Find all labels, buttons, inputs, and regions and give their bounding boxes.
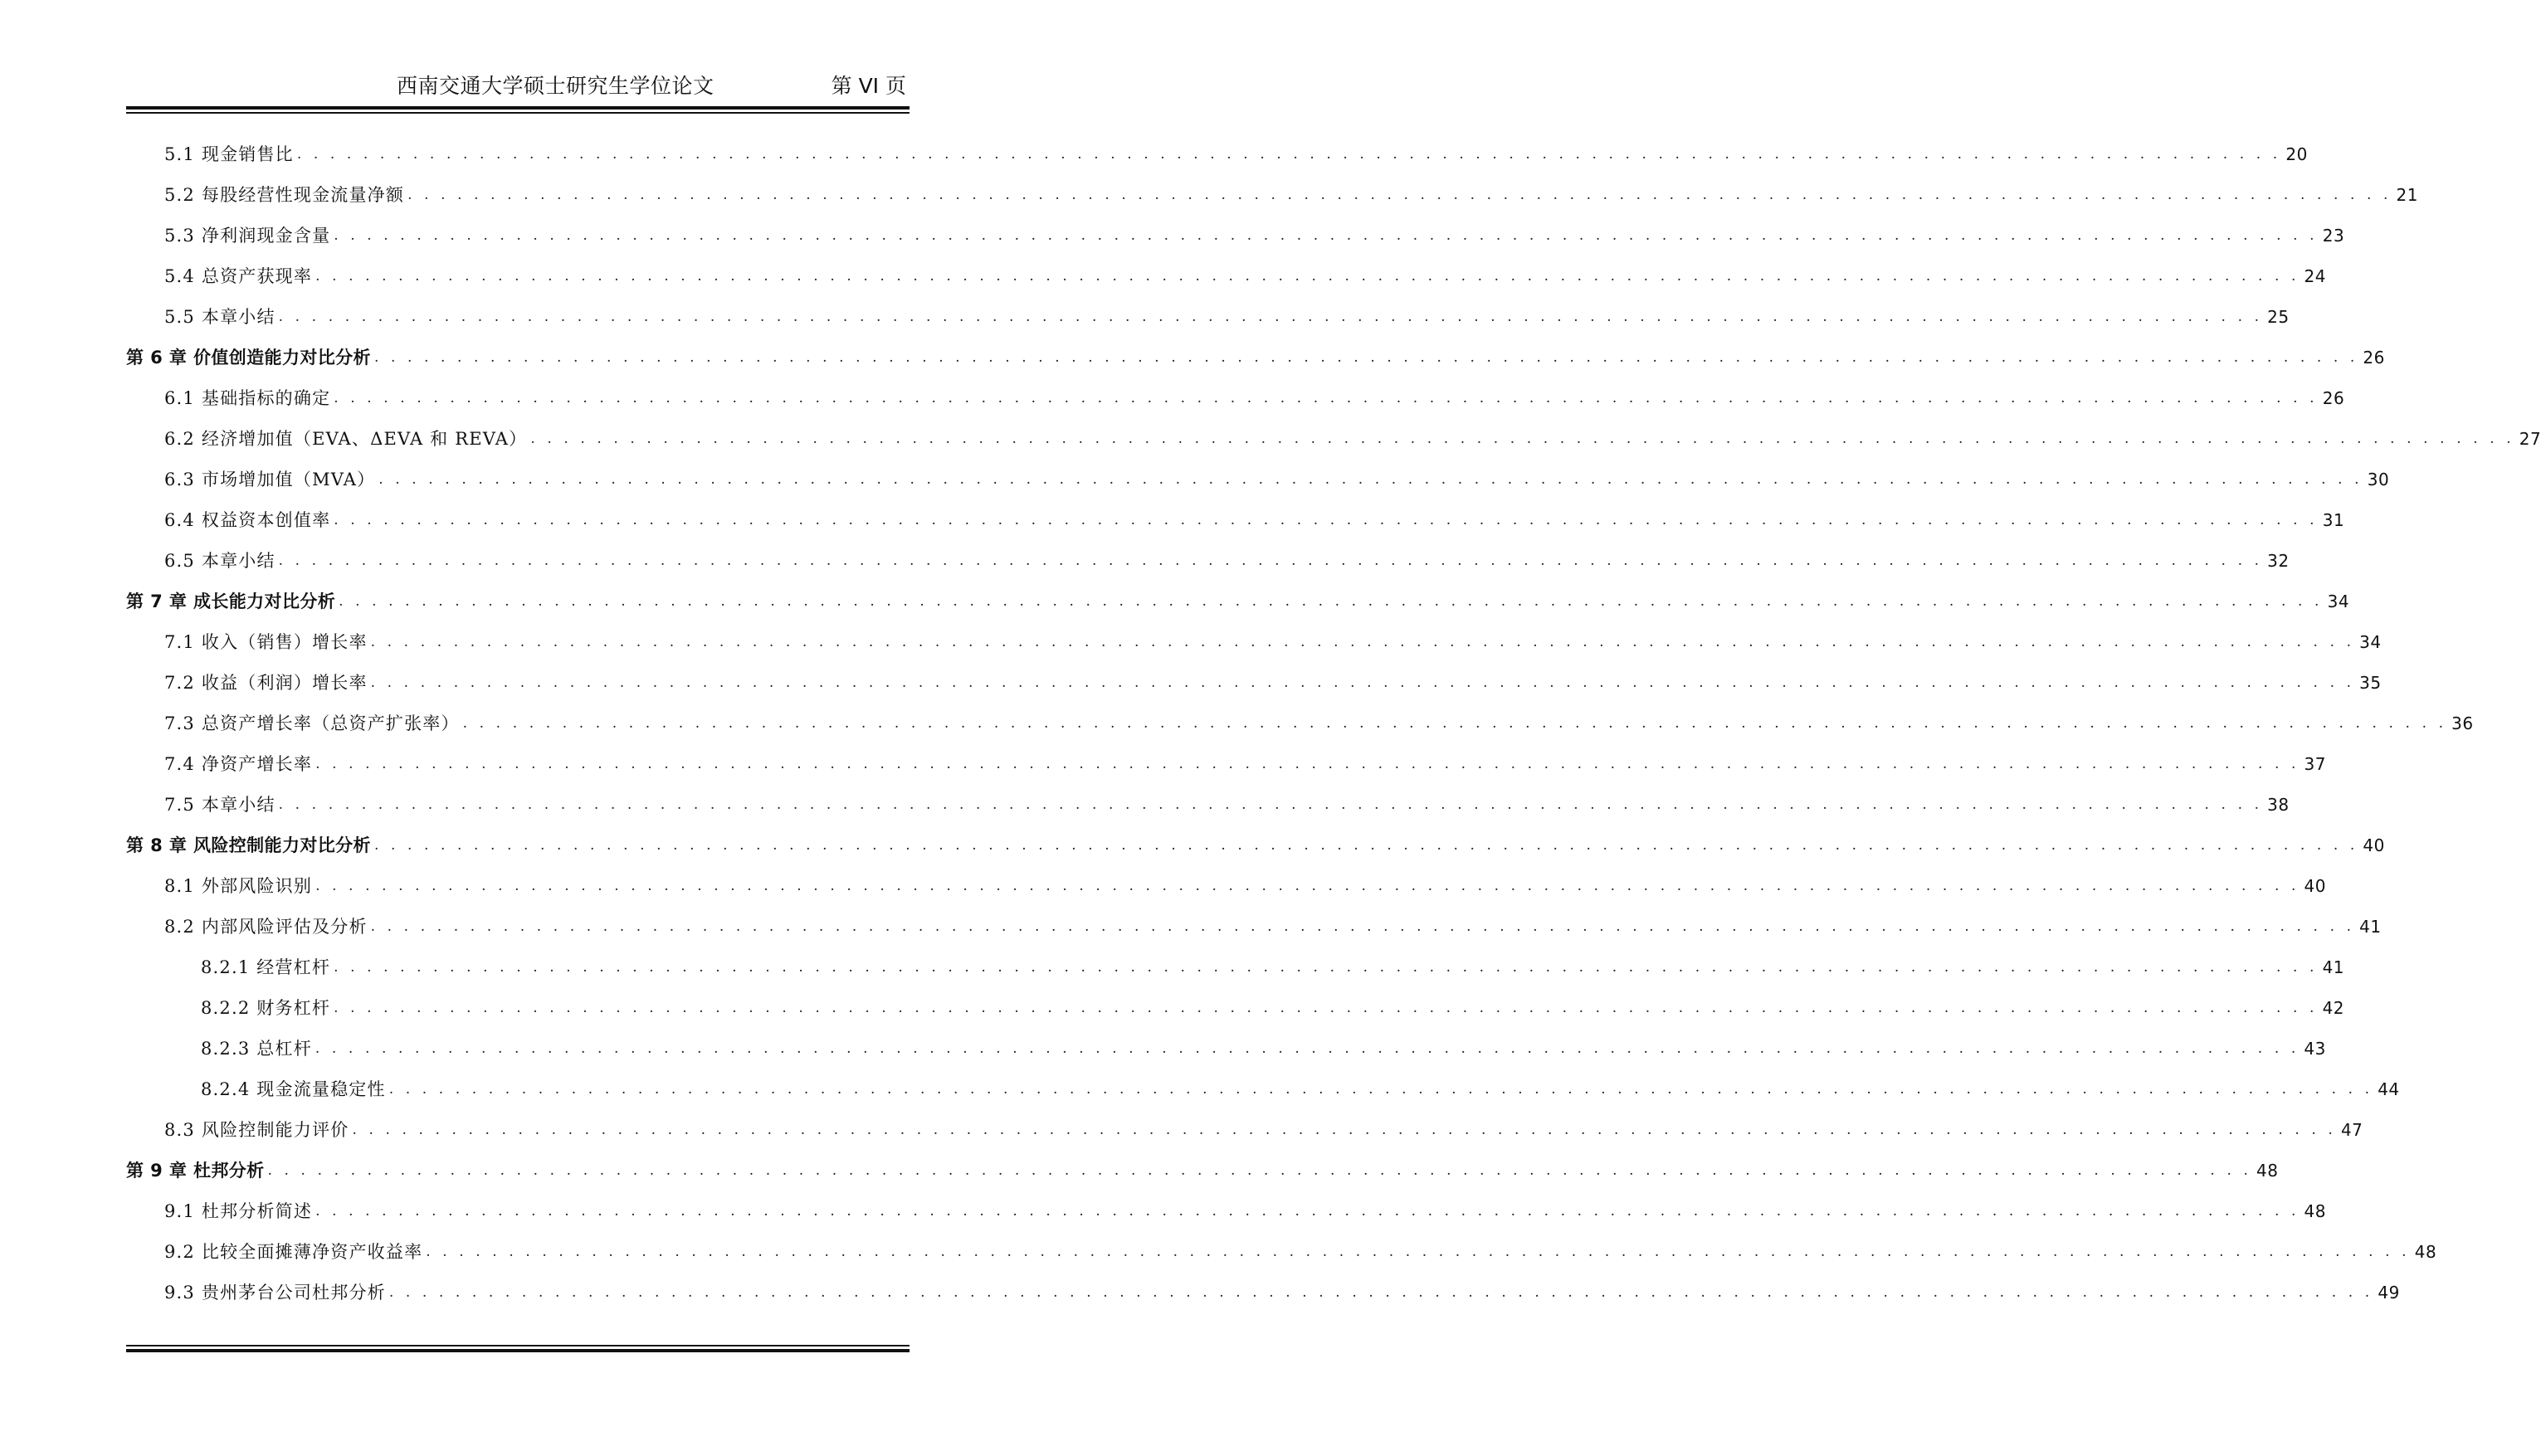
toc-subsubsection-entry[interactable] <box>126 1025 2326 1066</box>
toc-section-entry[interactable] <box>126 741 2326 782</box>
toc-entry-title: 第 8 章 风险控制能力对比分析 <box>126 835 371 855</box>
toc-entry-title: 第 7 章 成长能力对比分析 <box>126 592 336 611</box>
toc-dot-leader: . . . . . . . . . . . . . . . . . . . . . . . . . . . . . . . . . . . . . . . . . . . . . . . . . . . . . . . . . . . . . . . . . . . . . . . . . . . . . . . . . . . . . . . . . . . . . . . . . . . . . . . . . . . . . . . . . . . . . . . . <box>267 1162 2252 1179</box>
toc-page-number: 35 <box>2359 673 2382 693</box>
toc-page-number: 27 <box>2519 429 2541 449</box>
toc-entry-title: 8.2.3 总杠杆 <box>201 1039 312 1059</box>
toc-entry-title: 第 6 章 价值创造能力对比分析 <box>126 348 371 368</box>
toc-entry-title: 6.5 本章小结 <box>164 551 276 571</box>
toc-dot-leader: . . . . . . . . . . . . . . . . . . . . . . . . . . . . . . . . . . . . . . . . . . . . . . . . . . . . . . . . . . . . . . . . . . . . . . . . . . . . . . . . . . . . . . . . . . . . . . . . . . . . . . . . . . . . . . . . . . . . . . . . <box>334 959 2319 976</box>
toc-section-entry[interactable] <box>126 172 2418 212</box>
toc-section-entry[interactable] <box>126 1107 2363 1147</box>
toc-entry-title: 8.3 风险控制能力评价 <box>164 1120 349 1140</box>
header-rule-thick <box>126 106 910 110</box>
toc-section-entry[interactable] <box>126 497 2345 538</box>
toc-dot-leader: . . . . . . . . . . . . . . . . . . . . . . . . . . . . . . . . . . . . . . . . . . . . . . . . . . . . . . . . . . . . . . . . . . . . . . . . . . . . . . . . . . . . . . . . . . . . . . . . . . . . . . . . . . . . . . . . . . . . . . . . <box>334 1000 2319 1016</box>
toc-section-entry[interactable] <box>126 253 2326 294</box>
toc-section-entry[interactable] <box>126 294 2290 334</box>
toc-section-entry[interactable] <box>126 1188 2326 1229</box>
header-page-label: 第 VI 页 <box>831 74 906 98</box>
toc-dot-leader: . . . . . . . . . . . . . . . . . . . . . . . . . . . . . . . . . . . . . . . . . . . . . . . . . . . . . . . . . . . . . . . . . . . . . . . . . . . . . . . . . . . . . . . . . . . . . . . . . . . . . . . . . . . . . . . . . . . . . . . . <box>339 593 2324 610</box>
toc-page-number: 30 <box>2367 470 2390 489</box>
footer-rule-thin <box>126 1345 910 1346</box>
toc-page-number: 41 <box>2322 957 2345 977</box>
toc-page-number: 23 <box>2322 226 2345 246</box>
toc-dot-leader: . . . . . . . . . . . . . . . . . . . . . . . . . . . . . . . . . . . . . . . . . . . . . . . . . . . . . . . . . . . . . . . . . . . . . . . . . . . . . . . . . . . . . . . . . . . . . . . . . . . . . . . . . . . . . . . . . . . . . . . . <box>315 1203 2300 1220</box>
toc-entry-title: 7.3 总资产增长率（总资产扩张率） <box>164 713 460 733</box>
toc-page-number: 40 <box>2363 835 2385 855</box>
toc-section-entry[interactable] <box>126 416 2541 456</box>
toc-dot-leader: . . . . . . . . . . . . . . . . . . . . . . . . . . . . . . . . . . . . . . . . . . . . . . . . . . . . . . . . . . . . . . . . . . . . . . . . . . . . . . . . . . . . . . . . . . . . . . . . . . . . . . . . . . . . . . . . . . . . . . . . <box>334 512 2319 528</box>
toc-entry-title: 6.4 权益资本创值率 <box>164 510 331 530</box>
toc-subsubsection-entry[interactable] <box>126 985 2345 1025</box>
toc-page-number: 42 <box>2322 998 2345 1018</box>
toc-entry-title: 第 9 章 杜邦分析 <box>126 1161 265 1181</box>
toc-entry-title: 9.2 比较全面摊薄净资产收益率 <box>164 1242 423 1262</box>
toc-entry-title: 6.3 市场增加值（MVA） <box>164 470 376 489</box>
toc-section-entry[interactable] <box>126 131 2308 172</box>
toc-page-number: 32 <box>2267 551 2290 571</box>
toc-section-entry[interactable] <box>126 538 2290 578</box>
toc-page-number: 31 <box>2322 510 2345 530</box>
toc-page-number: 47 <box>2340 1120 2363 1140</box>
header-title: 西南交通大学硕士研究生学位论文 <box>397 74 715 98</box>
toc-dot-leader: . . . . . . . . . . . . . . . . . . . . . . . . . . . . . . . . . . . . . . . . . . . . . . . . . . . . . . . . . . . . . . . . . . . . . . . . . . . . . . . . . . . . . . . . . . . . . . . . . . . . . . . . . . . . . . . . . . . . . . . . <box>334 227 2319 244</box>
toc-page-number: 41 <box>2359 917 2382 937</box>
toc-entry-title: 5.2 每股经营性现金流量净额 <box>164 185 405 205</box>
toc-entry-title: 8.2.1 经营杠杆 <box>201 957 331 977</box>
toc-dot-leader: . . . . . . . . . . . . . . . . . . . . . . . . . . . . . . . . . . . . . . . . . . . . . . . . . . . . . . . . . . . . . . . . . . . . . . . . . . . . . . . . . . . . . . . . . . . . . . . . . . . . . . . . . . . . . . . . . . . . . . . . <box>370 918 2355 935</box>
toc-entry-title: 9.1 杜邦分析简述 <box>164 1201 313 1221</box>
footer-rule-thick <box>126 1349 910 1352</box>
toc-dot-leader: . . . . . . . . . . . . . . . . . . . . . . . . . . . . . . . . . . . . . . . . . . . . . . . . . . . . . . . . . . . . . . . . . . . . . . . . . . . . . . . . . . . . . . . . . . . . . . . . . . . . . . . . . . . . . . . . . . . . . . . . <box>373 349 2358 366</box>
toc-page-number: 25 <box>2267 307 2290 327</box>
toc-entry-title: 8.2.2 财务杠杆 <box>201 998 331 1018</box>
toc-dot-leader: . . . . . . . . . . . . . . . . . . . . . . . . . . . . . . . . . . . . . . . . . . . . . . . . . . . . . . . . . . . . . . . . . . . . . . . . . . . . . . . . . . . . . . . . . . . . . . . . . . . . . . . . . . . . . . . . . . . . . . . . <box>334 390 2319 407</box>
toc-dot-leader: . . . . . . . . . . . . . . . . . . . . . . . . . . . . . . . . . . . . . . . . . . . . . . . . . . . . . . . . . . . . . . . . . . . . . . . . . . . . . . . . . . . . . . . . . . . . . . . . . . . . . . . . . . . . . . . . . . . . . . . . <box>315 1040 2300 1057</box>
toc-dot-leader: . . . . . . . . . . . . . . . . . . . . . . . . . . . . . . . . . . . . . . . . . . . . . . . . . . . . . . . . . . . . . . . . . . . . . . . . . . . . . . . . . . . . . . . . . . . . . . . . . . . . . . . . . . . . . . . . . . . . . . . . <box>278 796 2263 813</box>
toc-page-number: 40 <box>2304 876 2326 896</box>
header-rule-thin <box>126 112 910 114</box>
toc-dot-leader: . . . . . . . . . . . . . . . . . . . . . . . . . . . . . . . . . . . . . . . . . . . . . . . . . . . . . . . . . . . . . . . . . . . . . . . . . . . . . . . . . . . . . . . . . . . . . . . . . . . . . . . . . . . . . . . . . . . . . . . . <box>426 1244 2411 1260</box>
toc-section-entry[interactable] <box>126 660 2382 700</box>
toc-entry-title: 8.1 外部风险识别 <box>164 876 313 896</box>
toc-page-number: 48 <box>2304 1201 2326 1221</box>
toc-page-number: 49 <box>2378 1283 2400 1303</box>
toc-page-number: 26 <box>2363 348 2385 368</box>
toc-entry-title: 7.5 本章小结 <box>164 795 276 815</box>
toc-entry-title: 5.3 净利润现金含量 <box>164 226 331 246</box>
toc-page-number: 48 <box>2256 1161 2279 1181</box>
toc-entry-title: 6.2 经济增加值（EVA、ΔEVA 和 REVA） <box>164 429 528 449</box>
toc-entry-title: 9.3 贵州茅台公司杜邦分析 <box>164 1283 386 1303</box>
table-of-contents <box>126 131 2541 1310</box>
toc-page-number: 21 <box>2396 185 2418 205</box>
toc-dot-leader: . . . . . . . . . . . . . . . . . . . . . . . . . . . . . . . . . . . . . . . . . . . . . . . . . . . . . . . . . . . . . . . . . . . . . . . . . . . . . . . . . . . . . . . . . . . . . . . . . . . . . . . . . . . . . . . . . . . . . . . . <box>352 1122 2337 1138</box>
toc-dot-leader: . . . . . . . . . . . . . . . . . . . . . . . . . . . . . . . . . . . . . . . . . . . . . . . . . . . . . . . . . . . . . . . . . . . . . . . . . . . . . . . . . . . . . . . . . . . . . . . . . . . . . . . . . . . . . . . . . . . . . . . . <box>370 674 2355 691</box>
toc-page-number: 26 <box>2322 388 2345 408</box>
toc-subsubsection-entry[interactable] <box>126 944 2345 985</box>
toc-page-number: 34 <box>2359 632 2382 652</box>
toc-dot-leader: . . . . . . . . . . . . . . . . . . . . . . . . . . . . . . . . . . . . . . . . . . . . . . . . . . . . . . . . . . . . . . . . . . . . . . . . . . . . . . . . . . . . . . . . . . . . . . . . . . . . . . . . . . . . . . . . . . . . . . . . <box>296 146 2281 163</box>
toc-page-number: 24 <box>2304 266 2326 286</box>
toc-page-number: 20 <box>2285 144 2308 164</box>
toc-chapter-entry[interactable] <box>126 334 2385 375</box>
toc-section-entry[interactable] <box>126 1269 2400 1310</box>
toc-dot-leader: . . . . . . . . . . . . . . . . . . . . . . . . . . . . . . . . . . . . . . . . . . . . . . . . . . . . . . . . . . . . . . . . . . . . . . . . . . . . . . . . . . . . . . . . . . . . . . . . . . . . . . . . . . . . . . . . . . . . . . . . <box>315 268 2300 285</box>
toc-section-entry[interactable] <box>126 456 2390 497</box>
running-header <box>126 71 910 105</box>
toc-section-entry[interactable] <box>126 700 2474 741</box>
toc-section-entry[interactable] <box>126 903 2382 944</box>
toc-dot-leader: . . . . . . . . . . . . . . . . . . . . . . . . . . . . . . . . . . . . . . . . . . . . . . . . . . . . . . . . . . . . . . . . . . . . . . . . . . . . . . . . . . . . . . . . . . . . . . . . . . . . . . . . . . . . . . . . . . . . . . . . <box>530 431 2515 447</box>
toc-dot-leader: . . . . . . . . . . . . . . . . . . . . . . . . . . . . . . . . . . . . . . . . . . . . . . . . . . . . . . . . . . . . . . . . . . . . . . . . . . . . . . . . . . . . . . . . . . . . . . . . . . . . . . . . . . . . . . . . . . . . . . . . <box>373 837 2358 854</box>
toc-section-entry[interactable] <box>126 863 2326 903</box>
toc-dot-leader: . . . . . . . . . . . . . . . . . . . . . . . . . . . . . . . . . . . . . . . . . . . . . . . . . . . . . . . . . . . . . . . . . . . . . . . . . . . . . . . . . . . . . . . . . . . . . . . . . . . . . . . . . . . . . . . . . . . . . . . . <box>462 715 2447 732</box>
toc-page-number: 38 <box>2267 795 2290 815</box>
toc-entry-title: 8.2 内部风险评估及分析 <box>164 917 368 937</box>
toc-chapter-entry[interactable] <box>126 1147 2279 1188</box>
toc-dot-leader: . . . . . . . . . . . . . . . . . . . . . . . . . . . . . . . . . . . . . . . . . . . . . . . . . . . . . . . . . . . . . . . . . . . . . . . . . . . . . . . . . . . . . . . . . . . . . . . . . . . . . . . . . . . . . . . . . . . . . . . . <box>378 471 2363 488</box>
toc-section-entry[interactable] <box>126 212 2345 253</box>
toc-subsubsection-entry[interactable] <box>126 1066 2400 1107</box>
toc-entry-title: 7.1 收入（销售）增长率 <box>164 632 368 652</box>
toc-section-entry[interactable] <box>126 619 2382 660</box>
toc-page-number: 43 <box>2304 1039 2326 1059</box>
toc-entry-title: 8.2.4 现金流量稳定性 <box>201 1079 386 1099</box>
toc-entry-title: 5.4 总资产获现率 <box>164 266 313 286</box>
toc-page-number: 37 <box>2304 754 2326 774</box>
toc-entry-title: 7.2 收益（利润）增长率 <box>164 673 368 693</box>
toc-dot-leader: . . . . . . . . . . . . . . . . . . . . . . . . . . . . . . . . . . . . . . . . . . . . . . . . . . . . . . . . . . . . . . . . . . . . . . . . . . . . . . . . . . . . . . . . . . . . . . . . . . . . . . . . . . . . . . . . . . . . . . . . <box>370 634 2355 650</box>
toc-dot-leader: . . . . . . . . . . . . . . . . . . . . . . . . . . . . . . . . . . . . . . . . . . . . . . . . . . . . . . . . . . . . . . . . . . . . . . . . . . . . . . . . . . . . . . . . . . . . . . . . . . . . . . . . . . . . . . . . . . . . . . . . <box>315 756 2300 772</box>
toc-page-number: 36 <box>2451 713 2474 733</box>
toc-dot-leader: . . . . . . . . . . . . . . . . . . . . . . . . . . . . . . . . . . . . . . . . . . . . . . . . . . . . . . . . . . . . . . . . . . . . . . . . . . . . . . . . . . . . . . . . . . . . . . . . . . . . . . . . . . . . . . . . . . . . . . . . <box>388 1284 2373 1301</box>
toc-dot-leader: . . . . . . . . . . . . . . . . . . . . . . . . . . . . . . . . . . . . . . . . . . . . . . . . . . . . . . . . . . . . . . . . . . . . . . . . . . . . . . . . . . . . . . . . . . . . . . . . . . . . . . . . . . . . . . . . . . . . . . . . <box>407 187 2392 203</box>
toc-chapter-entry[interactable] <box>126 578 2350 619</box>
toc-section-entry[interactable] <box>126 782 2290 822</box>
toc-entry-title: 5.1 现金销售比 <box>164 144 294 164</box>
toc-page-number: 44 <box>2378 1079 2400 1099</box>
toc-page-number: 48 <box>2414 1242 2437 1262</box>
toc-section-entry[interactable] <box>126 375 2345 416</box>
toc-chapter-entry[interactable] <box>126 822 2385 863</box>
toc-entry-title: 6.1 基础指标的确定 <box>164 388 331 408</box>
toc-page-number: 34 <box>2327 592 2350 611</box>
toc-dot-leader: . . . . . . . . . . . . . . . . . . . . . . . . . . . . . . . . . . . . . . . . . . . . . . . . . . . . . . . . . . . . . . . . . . . . . . . . . . . . . . . . . . . . . . . . . . . . . . . . . . . . . . . . . . . . . . . . . . . . . . . . <box>388 1081 2373 1098</box>
toc-dot-leader: . . . . . . . . . . . . . . . . . . . . . . . . . . . . . . . . . . . . . . . . . . . . . . . . . . . . . . . . . . . . . . . . . . . . . . . . . . . . . . . . . . . . . . . . . . . . . . . . . . . . . . . . . . . . . . . . . . . . . . . . <box>278 553 2263 569</box>
toc-dot-leader: . . . . . . . . . . . . . . . . . . . . . . . . . . . . . . . . . . . . . . . . . . . . . . . . . . . . . . . . . . . . . . . . . . . . . . . . . . . . . . . . . . . . . . . . . . . . . . . . . . . . . . . . . . . . . . . . . . . . . . . . <box>278 309 2263 325</box>
toc-entry-title: 5.5 本章小结 <box>164 307 276 327</box>
toc-section-entry[interactable] <box>126 1229 2437 1269</box>
toc-entry-title: 7.4 净资产增长率 <box>164 754 313 774</box>
toc-dot-leader: . . . . . . . . . . . . . . . . . . . . . . . . . . . . . . . . . . . . . . . . . . . . . . . . . . . . . . . . . . . . . . . . . . . . . . . . . . . . . . . . . . . . . . . . . . . . . . . . . . . . . . . . . . . . . . . . . . . . . . . . <box>315 878 2300 894</box>
